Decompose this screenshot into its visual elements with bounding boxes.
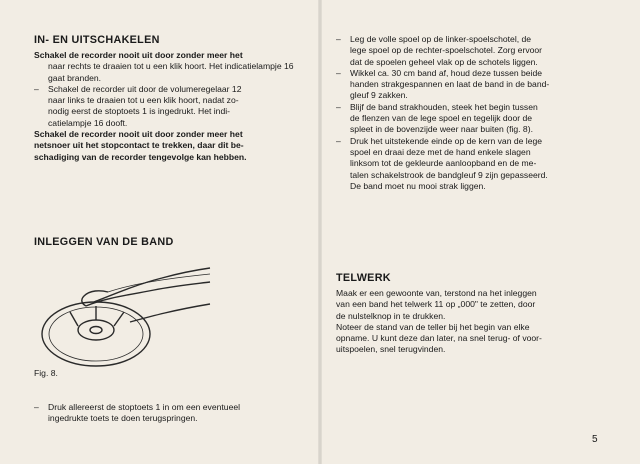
left-bottom-item (34, 402, 274, 425)
warning-line-c: schadiging van de recorder tengevolge kan hebben. (34, 151, 247, 162)
figure-caption: Fig. 8. (34, 368, 58, 378)
heading-in-uitschakelen: IN- EN UITSCHAKELEN (34, 34, 160, 46)
warning-line-a: Schakel de recorder nooit uit door zonder meer het (34, 129, 243, 140)
tape-reel-illustration (34, 260, 214, 370)
r-item4-a: – Druk het uitstekende einde op de kern van de lege (336, 136, 608, 147)
para2-line-d: catielampje 16 dooft. (48, 117, 128, 128)
para1-rest: naar rechts te draaien tot u een klik hoort. Het indicatielampje 16 gaat branden. (48, 61, 294, 83)
r-item1-b: lege spoel op de rechter-spoelschotel. Zorg ervoor (350, 45, 543, 56)
r-item1-c: dat de spoelen geheel vlak op de schotels liggen. (350, 56, 538, 67)
heading-telwerk: TELWERK (336, 272, 391, 284)
r-item4-d: talen schakelstrook de bandgleuf 9 zijn gepasseerd. (350, 169, 548, 180)
r-item2-b: handen strakgespannen en laat de band in de band- (350, 79, 550, 90)
right-column (336, 34, 608, 192)
telwerk-section (336, 272, 608, 356)
telwerk-p2-b: opname. U kunt deze dan later, na snel terug- of voor- (336, 333, 542, 344)
r-item3-c: spleet in de bovenzijde weer naar buiten (fig. 8). (350, 124, 533, 135)
telwerk-p2-a: Noteer de stand van de teller bij het begin van elke (336, 321, 530, 332)
r-item2-a: – Wikkel ca. 30 cm band af, houd deze tussen beide (336, 68, 608, 79)
item-stoptoets-a: – Druk allereerst de stoptoets 1 in om een eventueel (34, 402, 274, 413)
heading-inleggen-band: INLEGGEN VAN DE BAND (34, 236, 174, 248)
para2-line-a: – Schakel de recorder uit door de volumeregelaar 12 (34, 84, 306, 95)
item-stoptoets-b: ingedrukte toets te doen terugspringen. (48, 413, 198, 424)
para1-bold: Schakel de recorder nooit uit door zonder meer het (34, 50, 243, 60)
r-item1-a: – Leg de volle spoel op de linker-spoelschotel, de (336, 34, 608, 45)
warning-line-b: netsnoer uit het stopcontact te trekken, daar dit be- (34, 140, 244, 151)
telwerk-p1-b: van een band het telwerk 11 op „000" te zetten, door (336, 299, 536, 310)
r-item4-e: De band moet nu mooi strak liggen. (350, 180, 486, 191)
telwerk-p1-a: Maak er een gewoonte van, terstond na het inleggen (336, 288, 537, 298)
page-number: 5 (592, 434, 598, 445)
para2-line-c: nodig eerst de stoptoets 1 is ingedrukt. Het indi- (48, 106, 231, 117)
left-column (34, 34, 306, 163)
r-item3-a: – Blijf de band strakhouden, steek het begin tussen (336, 102, 608, 113)
r-item4-c: linksom tot de gekleurde aanloopband en de me- (350, 158, 537, 169)
r-item4-b: spoel en draai deze met de hand enkele slagen (350, 146, 531, 157)
telwerk-p2-c: uitspoelen, snel terugvinden. (336, 344, 446, 355)
r-item3-b: de flenzen van de lege spoel en tegelijk door de (350, 113, 533, 124)
para2-line-b: naar links te draaien tot u een klik hoort, nadat zo- (48, 95, 239, 106)
r-item2-c: gleuf 9 zakken. (350, 90, 408, 101)
telwerk-p1-c: de nulstelknop in te drukken. (336, 310, 446, 321)
